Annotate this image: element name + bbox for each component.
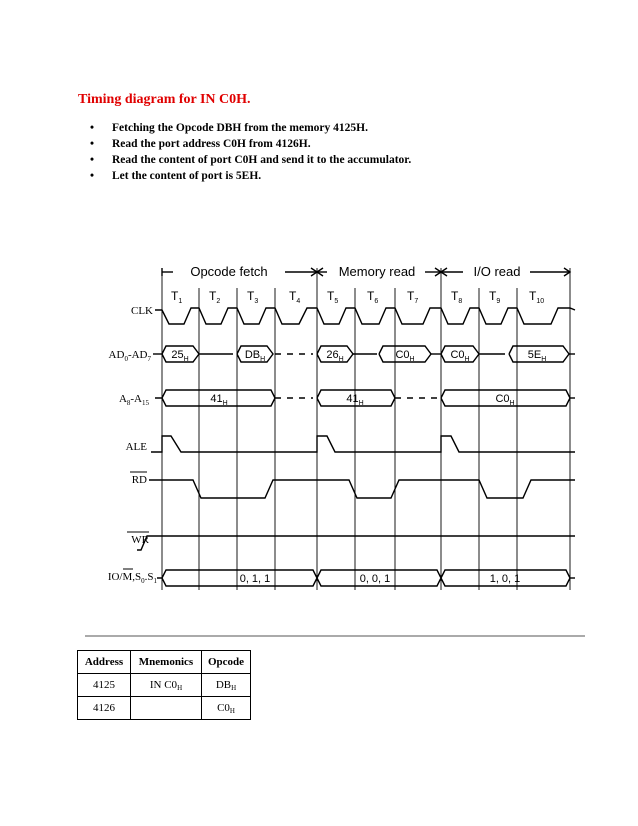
t-state-label: $T_9$	[489, 289, 501, 305]
opcode-table	[77, 650, 251, 720]
page-title: Timing diagram for IN C0H.	[78, 92, 251, 107]
bullet-item: • Read the content of port C0H and send it to the accumulator.	[90, 154, 412, 166]
signal-label-rd: RD	[131, 474, 147, 486]
signal-label-address: $A_8-A_{15}$	[118, 393, 149, 407]
bullet-item: • Read the port address C0H from 4126H.	[90, 138, 311, 150]
table-cell-address: 4125	[78, 674, 131, 697]
rd-waveform	[149, 480, 575, 498]
t-state-label: $T_8$	[451, 289, 463, 305]
bullet-item: • Let the content of port is 5EH.	[90, 170, 262, 182]
table-cell-mnemonic	[131, 697, 202, 720]
address-value: $C0_H$	[495, 393, 515, 407]
bullet-list	[90, 120, 411, 184]
address-value: $41_H$	[346, 393, 364, 407]
t-state-label: $T_1$	[171, 289, 183, 305]
phase-label-opcode-fetch: Opcode fetch	[190, 264, 268, 279]
timing-diagram	[85, 250, 585, 645]
ad-value: $C0_H$	[450, 349, 470, 363]
t-state-label: $T_5$	[327, 289, 339, 305]
wr-waveform	[137, 536, 575, 550]
signal-label-wr: WR	[131, 534, 149, 546]
address-value: $41_H$	[210, 393, 228, 407]
table-cell-opcode: $C0_H$	[202, 697, 251, 720]
table-cell-address: 4126	[78, 697, 131, 720]
ad-value: $26_H$	[326, 349, 344, 363]
ad-bus-waveform	[153, 346, 575, 362]
table-header: Address	[78, 651, 131, 674]
status-value: 1, 0, 1	[489, 573, 521, 585]
signal-label-ale: ALE	[125, 441, 147, 453]
t-state-label: $T_3$	[247, 289, 259, 305]
signal-label-ad: $AD_0-AD_7$	[108, 349, 151, 363]
bullet-dot-icon: •	[90, 154, 95, 166]
t-state-gridlines	[162, 268, 570, 590]
table-header: Opcode	[202, 651, 251, 674]
status-value: 0, 1, 1	[239, 573, 271, 585]
bullet-dot-icon: •	[90, 138, 95, 150]
table-cell-opcode: $DB_H$	[202, 674, 251, 697]
bullet-dot-icon: •	[90, 170, 95, 182]
t-state-label: $T_2$	[209, 289, 221, 305]
t-state-label: $T_7$	[407, 289, 419, 305]
t-state-label: $T_{10}$	[529, 289, 545, 305]
t-state-label: $T_4$	[289, 289, 301, 305]
signal-label-clk: CLK	[131, 305, 153, 317]
table-header-row	[78, 651, 251, 674]
status-value: 0, 0, 1	[359, 573, 391, 585]
ad-value: $DB_H$	[244, 349, 266, 363]
clk-waveform	[155, 308, 575, 324]
table-row	[78, 674, 251, 697]
ale-waveform	[151, 436, 575, 452]
table-header: Mnemonics	[131, 651, 202, 674]
ad-value: $C0_H$	[395, 349, 415, 363]
bullet-item: • Fetching the Opcode DBH from the memory 4125H.	[90, 122, 368, 134]
phase-label-io-read: I/O read	[473, 264, 521, 279]
phase-label-memory-read: Memory read	[338, 264, 416, 279]
t-state-label: $T_6$	[367, 289, 379, 305]
table-row	[78, 697, 251, 720]
table-cell-mnemonic: IN $C0_H$	[131, 674, 202, 697]
bullet-dot-icon: •	[90, 122, 95, 134]
signal-label-io-m-status: $IO/M,S_0.S_1$	[107, 571, 157, 585]
ad-value: $25_H$	[171, 349, 189, 363]
ad-value: $5E_H$	[527, 349, 547, 363]
